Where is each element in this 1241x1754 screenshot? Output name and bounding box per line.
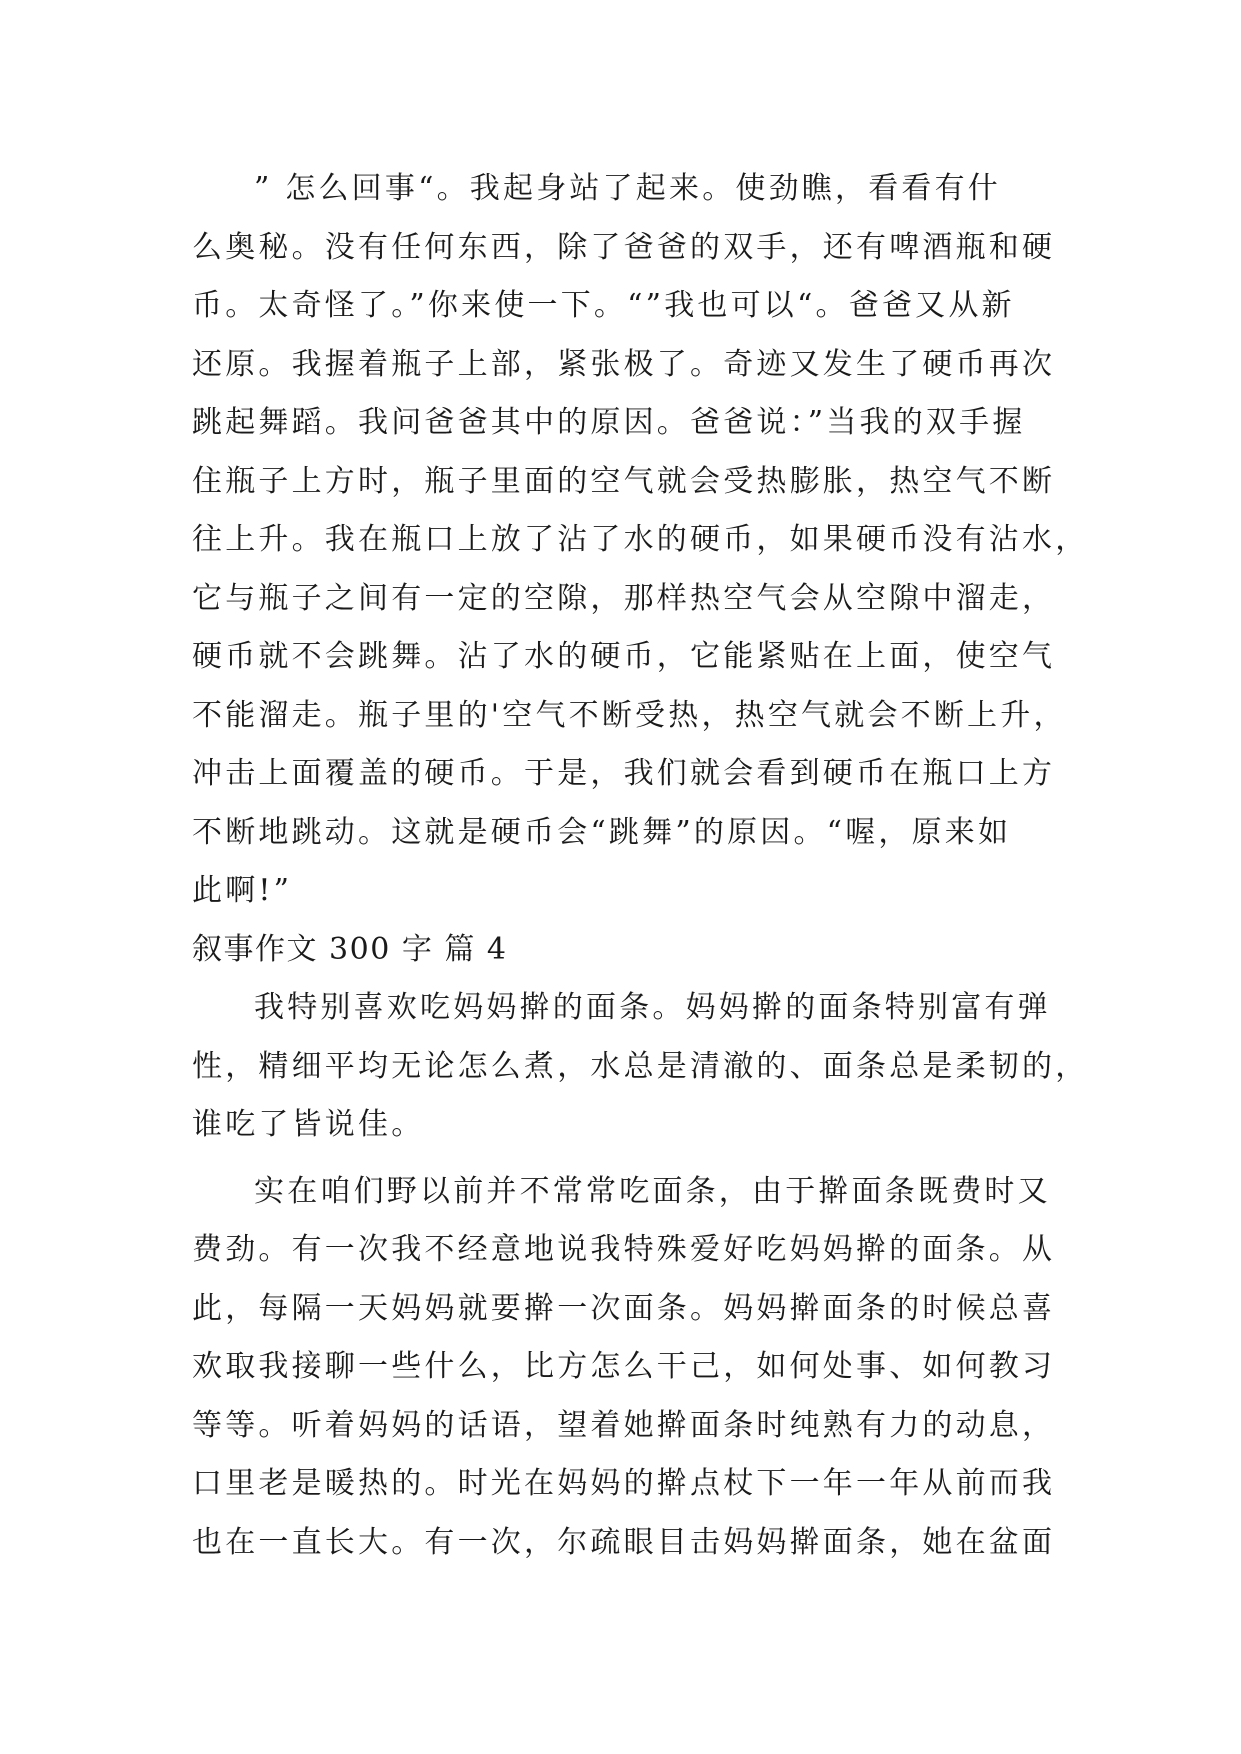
text-line: 跳起舞蹈。我问爸爸其中的原因。爸爸说：”当我的双手握 bbox=[192, 405, 1026, 440]
text-line: 硬币就不会跳舞。沾了水的硬币，它能紧贴在上面，使空气 bbox=[192, 639, 1056, 674]
text-line: 也在一直长大。有一次，尔疏眼目击妈妈擀面条，她在盆面 bbox=[192, 1524, 1056, 1560]
text-line: 谁吃了皆说佳。 bbox=[192, 1107, 425, 1142]
paragraph-noodles-story bbox=[192, 1163, 1056, 1573]
text-line: 实在咱们野以前并不常常吃面条，由于擀面条既费时又 bbox=[254, 1173, 1051, 1209]
text-line: 口里老是暖热的。时光在妈妈的擀点杖下一年一年从前而我 bbox=[192, 1466, 1056, 1501]
paragraph-coin-dance bbox=[192, 160, 1089, 921]
text-line: 我特别喜欢吃妈妈擀的面条。妈妈擀的面条特别富有弹 bbox=[254, 990, 1051, 1025]
text-line: 么奥秘。没有任何东西，除了爸爸的双手，还有啤酒瓶和硬 bbox=[192, 229, 1056, 265]
section-heading bbox=[192, 921, 1052, 980]
text-line: 币。太奇怪了。”你来使一下。“”我也可以“。爸爸又从新 bbox=[192, 288, 1015, 323]
text-line: 此啊!” bbox=[192, 873, 293, 908]
text-line: 冲击上面覆盖的硬币。于是，我们就会看到硬币在瓶口上方 bbox=[192, 756, 1056, 791]
paragraph-spacer bbox=[192, 1155, 1052, 1163]
text-line: 性，精细平均无论怎么煮，水总是清澈的、面条总是柔韧的， bbox=[192, 1048, 1089, 1084]
text-line: 还原。我握着瓶子上部，紧张极了。奇迹又发生了硬币再次 bbox=[192, 346, 1056, 382]
paragraph-noodles-intro bbox=[192, 979, 1089, 1155]
text-line: 欢取我接聊一些什么，比方怎么干己，如何处事、如何教习 bbox=[192, 1349, 1056, 1384]
text-line: 住瓶子上方时，瓶子里面的空气就会受热膨胀，热空气不断 bbox=[192, 463, 1056, 499]
text-line: 费劲。有一次我不经意地说我特殊爱好吃妈妈擀的面条。从 bbox=[192, 1232, 1056, 1267]
text-line: 此，每隔一天妈妈就要擀一次面条。妈妈擀面条的时候总喜 bbox=[192, 1290, 1056, 1326]
text-line: 往上升。我在瓶口上放了沾了水的硬币，如果硬币没有沾水， bbox=[192, 522, 1089, 557]
text-line: 它与瓶子之间有一定的空隙，那样热空气会从空隙中溜走， bbox=[192, 580, 1056, 616]
text-line: 不断地跳动。这就是硬币会“跳舞”的原因。“喔，原来如 bbox=[192, 814, 1012, 850]
text-line: 不能溜走。瓶子里的'空气不断受热，热空气就会不断上升， bbox=[192, 697, 1067, 733]
document-body bbox=[192, 160, 1089, 1572]
text-line: 等等。听着妈妈的话语，望着她擀面条时纯熟有力的动息， bbox=[192, 1407, 1056, 1443]
heading-text: 叙事作文 300 字 篇 4 bbox=[192, 931, 508, 967]
text-line: ” 怎么回事“。我起身站了起来。使劲瞧，看看有什 bbox=[254, 171, 1002, 206]
